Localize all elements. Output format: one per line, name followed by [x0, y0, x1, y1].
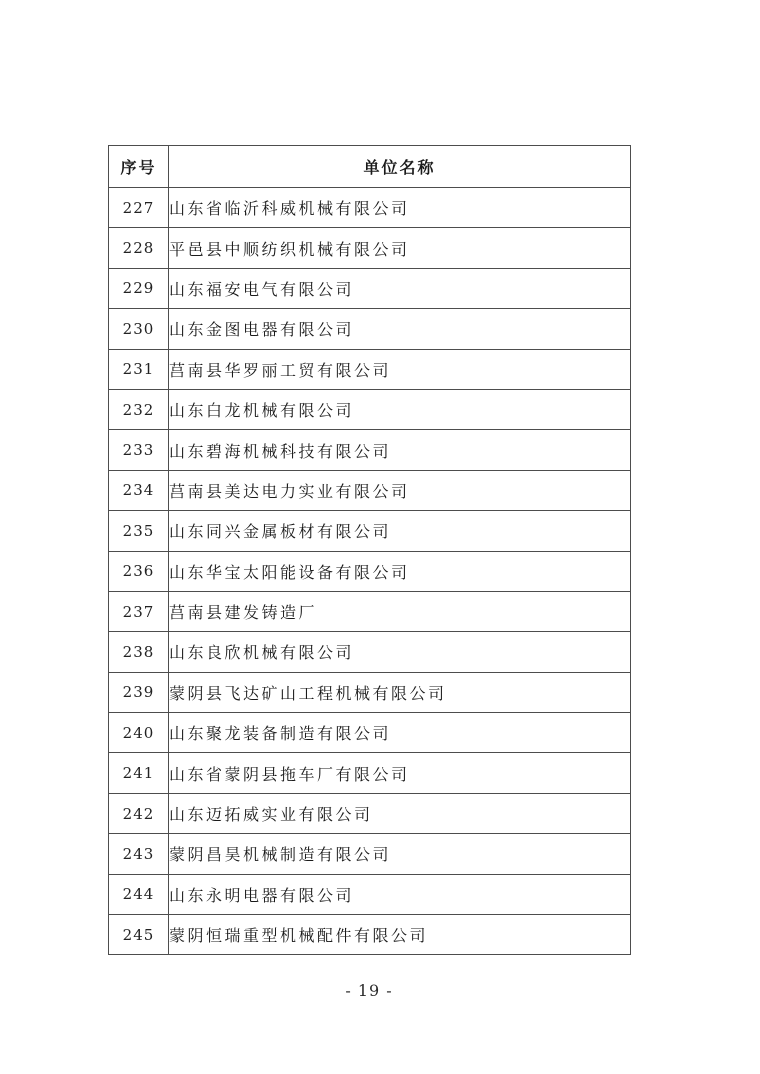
table-row — [109, 632, 631, 672]
table-row — [109, 309, 631, 349]
unit-name-cell: 山东同兴金属板材有限公司 — [169, 511, 631, 551]
serial-number-cell: 237 — [109, 591, 169, 631]
table-row — [109, 389, 631, 429]
serial-number-cell: 242 — [109, 793, 169, 833]
table-row — [109, 349, 631, 389]
unit-name-cell: 莒南县建发铸造厂 — [169, 591, 631, 631]
unit-name-cell: 山东金图电器有限公司 — [169, 309, 631, 349]
serial-number-cell: 233 — [109, 430, 169, 470]
unit-name-cell: 山东省临沂科威机械有限公司 — [169, 188, 631, 228]
unit-name-cell: 蒙阴县飞达矿山工程机械有限公司 — [169, 672, 631, 712]
unit-name-cell: 蒙阴昌昊机械制造有限公司 — [169, 834, 631, 874]
unit-name-cell: 平邑县中顺纺织机械有限公司 — [169, 228, 631, 268]
table-row — [109, 591, 631, 631]
table-row — [109, 470, 631, 510]
serial-number-cell: 227 — [109, 188, 169, 228]
unit-name-cell: 莒南县美达电力实业有限公司 — [169, 470, 631, 510]
table-row — [109, 188, 631, 228]
table-row — [109, 430, 631, 470]
serial-number-cell: 229 — [109, 268, 169, 308]
unit-name-cell: 蒙阴恒瑞重型机械配件有限公司 — [169, 915, 631, 955]
serial-number-cell: 235 — [109, 511, 169, 551]
company-table-body — [109, 188, 631, 955]
table-row — [109, 834, 631, 874]
serial-number-cell: 231 — [109, 349, 169, 389]
serial-number-cell: 243 — [109, 834, 169, 874]
serial-number-cell: 238 — [109, 632, 169, 672]
serial-number-cell: 236 — [109, 551, 169, 591]
table-row — [109, 551, 631, 591]
table-row — [109, 713, 631, 753]
unit-name-cell: 山东迈拓威实业有限公司 — [169, 793, 631, 833]
serial-number-cell: 230 — [109, 309, 169, 349]
column-header-serial-number: 序号 — [109, 146, 169, 188]
unit-name-cell: 山东聚龙装备制造有限公司 — [169, 713, 631, 753]
serial-number-cell: 240 — [109, 713, 169, 753]
unit-name-cell: 山东福安电气有限公司 — [169, 268, 631, 308]
table-header — [109, 146, 631, 188]
serial-number-cell: 244 — [109, 874, 169, 914]
table-row — [109, 672, 631, 712]
unit-name-cell: 山东省蒙阴县拖车厂有限公司 — [169, 753, 631, 793]
serial-number-cell: 228 — [109, 228, 169, 268]
unit-name-cell: 山东白龙机械有限公司 — [169, 389, 631, 429]
serial-number-cell: 241 — [109, 753, 169, 793]
unit-name-cell: 山东永明电器有限公司 — [169, 874, 631, 914]
serial-number-cell: 234 — [109, 470, 169, 510]
serial-number-cell: 232 — [109, 389, 169, 429]
serial-number-cell: 245 — [109, 915, 169, 955]
table-row — [109, 915, 631, 955]
unit-name-cell: 莒南县华罗丽工贸有限公司 — [169, 349, 631, 389]
company-list-table — [108, 145, 631, 955]
table-row — [109, 511, 631, 551]
table-header-row — [109, 146, 631, 188]
table-row — [109, 753, 631, 793]
page-number: - 19 - — [345, 981, 393, 1000]
table-row — [109, 228, 631, 268]
unit-name-cell: 山东华宝太阳能设备有限公司 — [169, 551, 631, 591]
table-row — [109, 874, 631, 914]
table-row — [109, 268, 631, 308]
table-row — [109, 793, 631, 833]
column-header-unit-name: 单位名称 — [169, 146, 631, 188]
unit-name-cell: 山东碧海机械科技有限公司 — [169, 430, 631, 470]
serial-number-cell: 239 — [109, 672, 169, 712]
unit-name-cell: 山东良欣机械有限公司 — [169, 632, 631, 672]
